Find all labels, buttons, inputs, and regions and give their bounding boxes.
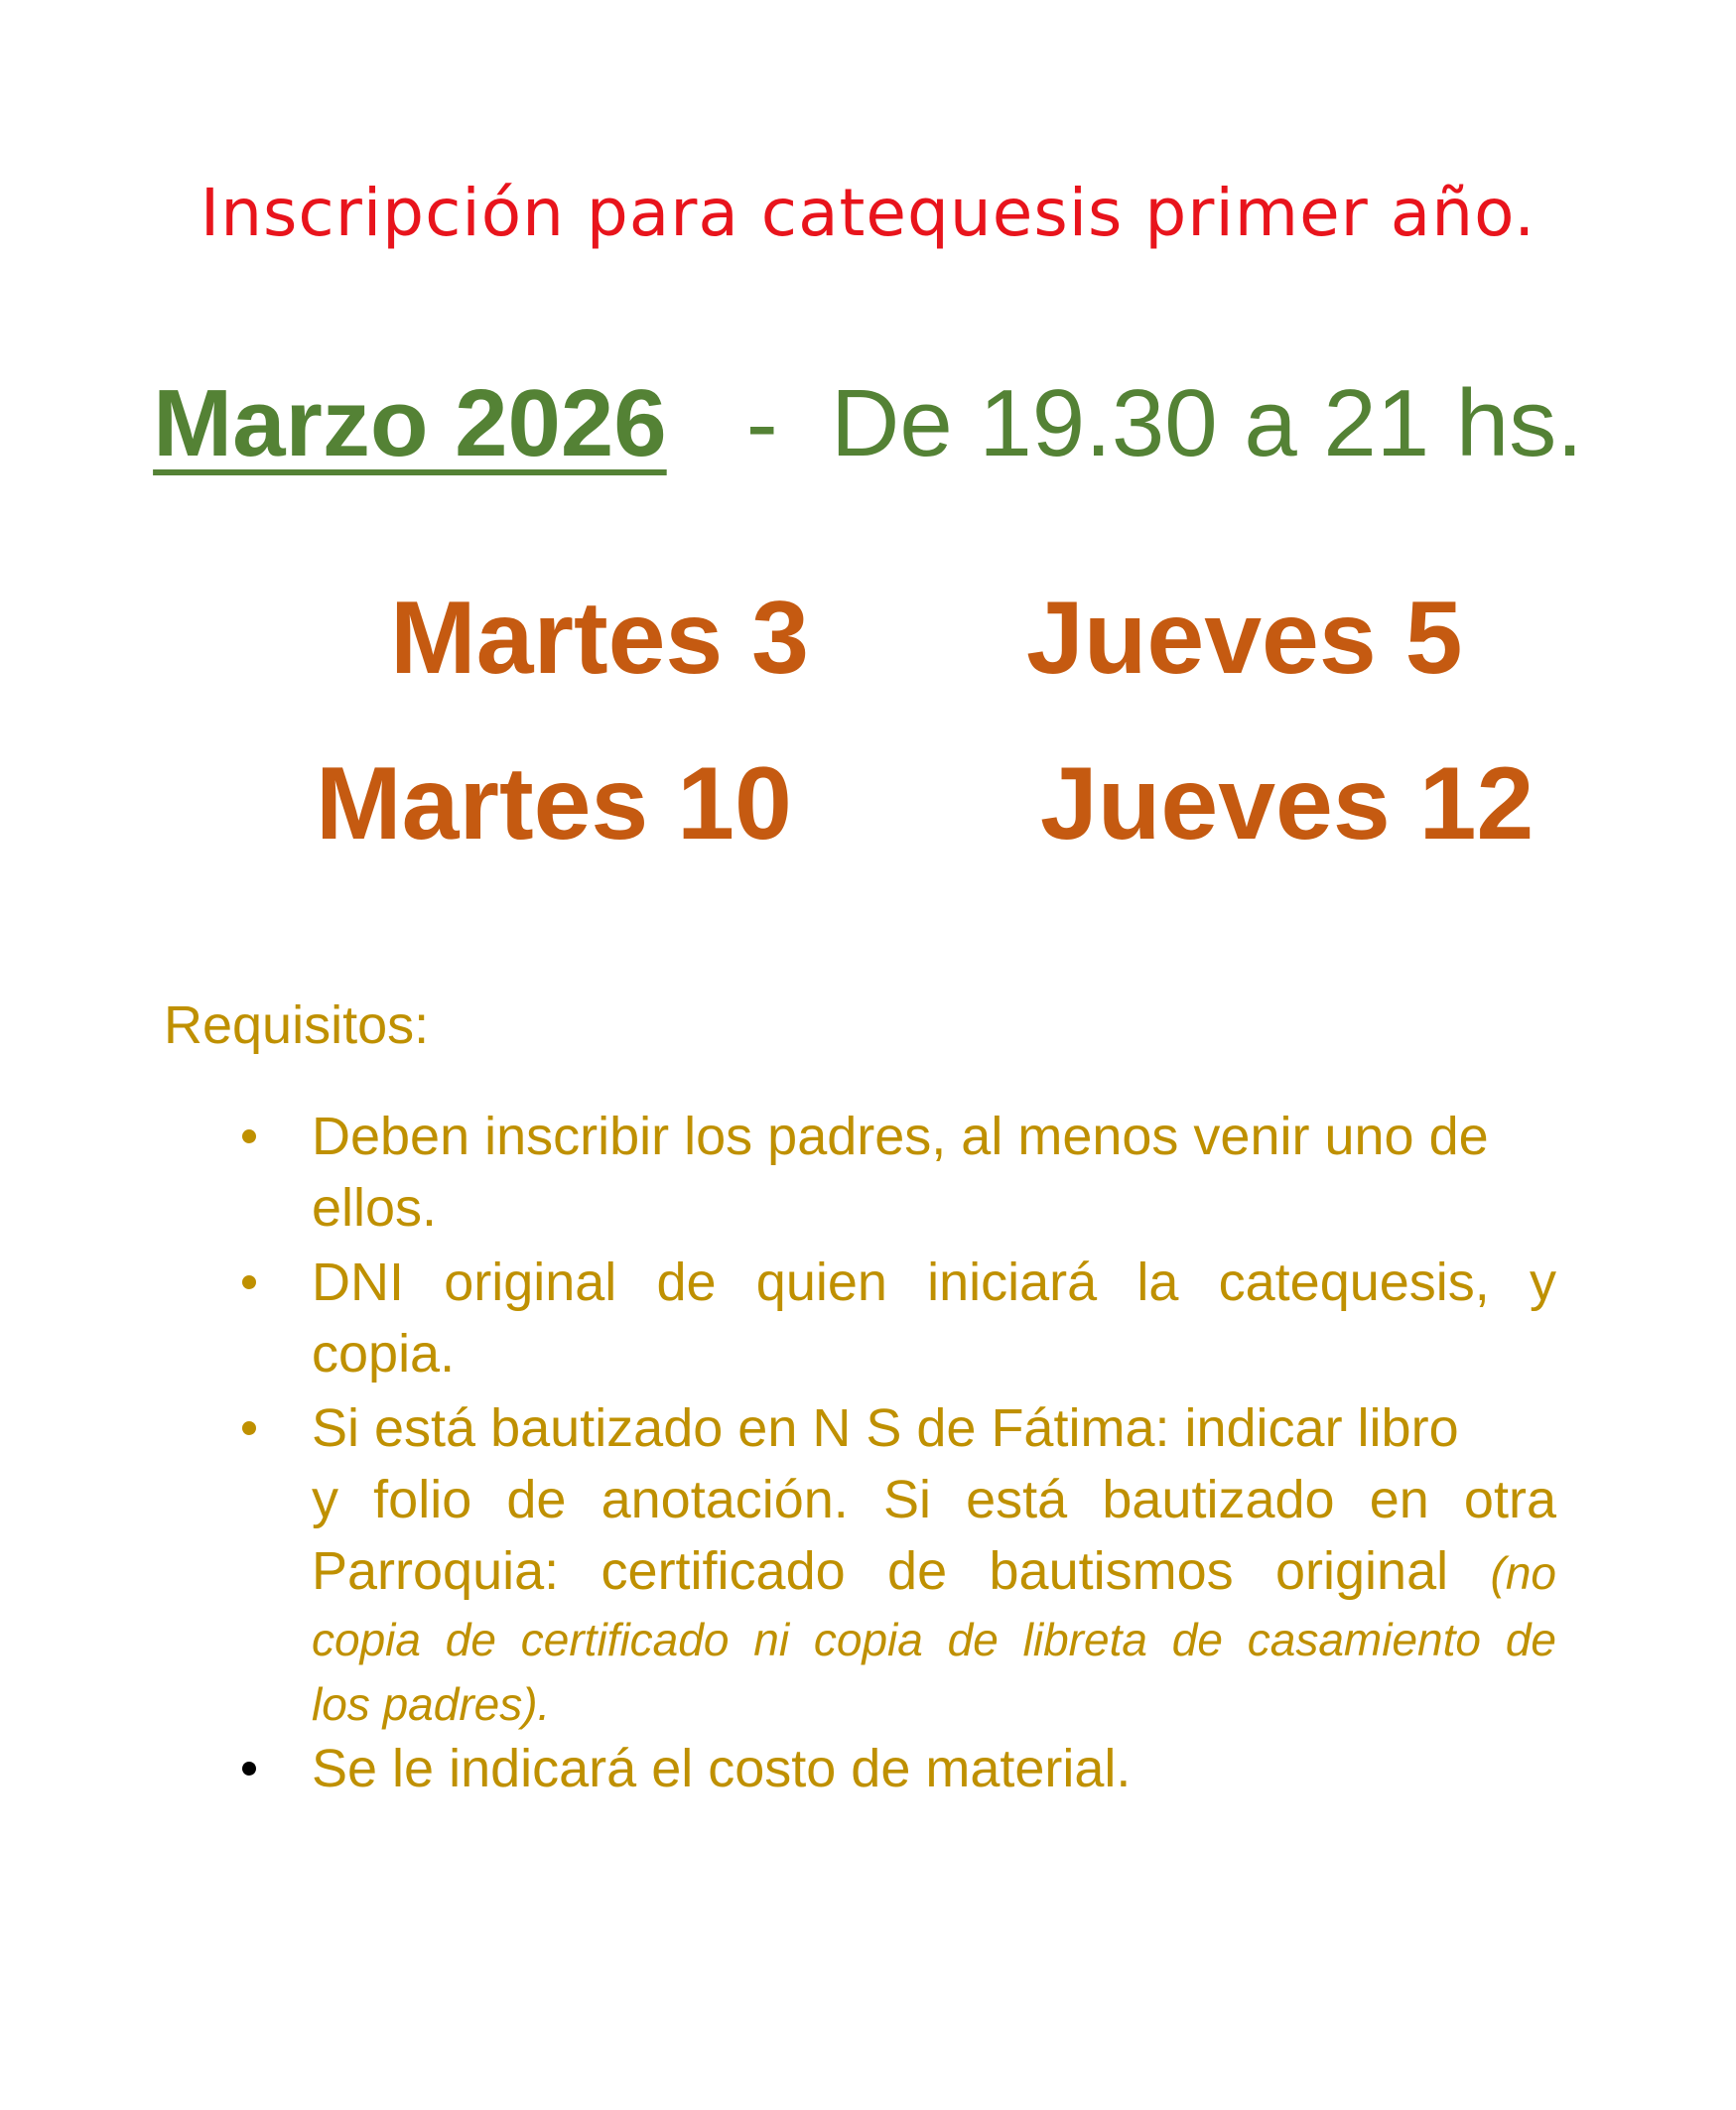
bullet-icon xyxy=(242,1275,256,1289)
day-martes-10: Martes 10 xyxy=(316,746,792,861)
requirement-3-line-3: Parroquia: certificado de bautismos original (no xyxy=(312,1541,1556,1601)
schedule-line xyxy=(0,369,1736,478)
bullet-icon xyxy=(242,1421,256,1435)
bullet-icon xyxy=(242,1762,256,1776)
requirement-3-line-4: copia de certificado ni copia de libreta de casamiento de xyxy=(312,1614,1556,1665)
requirement-2-line-1: DNI original de quien iniciará la catequesis, y xyxy=(312,1253,1556,1312)
requirement-3-line-5: los padres). xyxy=(312,1678,551,1730)
page-title: Inscripción para catequesis primer año. xyxy=(200,175,1536,251)
requirement-4-line-1: Se le indicará el costo de material. xyxy=(312,1739,1132,1798)
requirement-2-line-2: copia. xyxy=(312,1324,456,1384)
requirement-3-note-start: (no xyxy=(1490,1547,1556,1599)
bullet-icon xyxy=(242,1129,256,1143)
requirement-1-line-2: ellos. xyxy=(312,1178,438,1238)
requirements-label: Requisitos: xyxy=(164,995,430,1055)
day-martes-3: Martes 3 xyxy=(390,581,809,696)
schedule-separator: - xyxy=(745,370,778,476)
requirement-3-line-1: Si está bautizado en N S de Fátima: indicar libro xyxy=(312,1398,1459,1458)
day-jueves-12: Jueves 12 xyxy=(1040,746,1535,861)
schedule-hours: De 19.30 a 21 hs. xyxy=(831,370,1583,476)
day-jueves-5: Jueves 5 xyxy=(1026,581,1463,696)
requirement-3-line-2: y folio de anotación. Si está bautizado en otra xyxy=(312,1470,1556,1529)
schedule-month: Marzo 2026 xyxy=(153,370,667,476)
requirement-1-line-1: Deben inscribir los padres, al menos venir uno de xyxy=(312,1107,1489,1166)
